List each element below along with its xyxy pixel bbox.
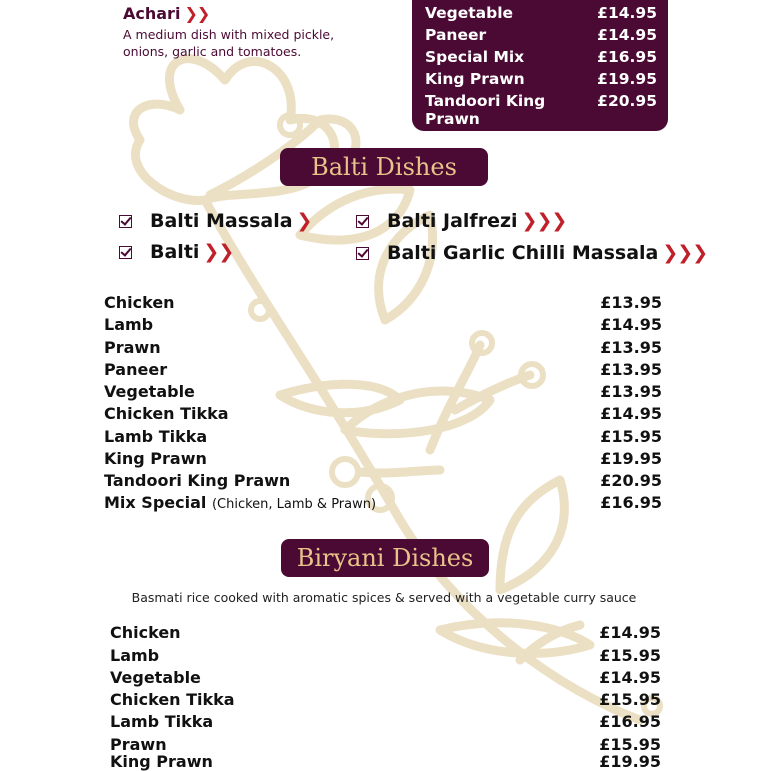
item-name: Lamb <box>104 315 154 334</box>
item-name: Lamb Tikka <box>110 712 214 731</box>
biryani-price-row <box>110 752 661 771</box>
price-box-price: £19.95 <box>597 70 657 88</box>
item-price: £14.95 <box>599 668 661 687</box>
item-name: Tandoori King Prawn <box>104 471 291 490</box>
item-name: Prawn <box>104 338 161 357</box>
item-name: Prawn <box>110 735 167 754</box>
price-box-row <box>425 48 657 66</box>
item-price: £19.95 <box>600 449 662 468</box>
biryani-price-row <box>110 712 661 731</box>
price-box-price: £20.95 <box>597 92 657 110</box>
item-name: Vegetable <box>110 668 201 687</box>
item-price: £13.95 <box>600 338 662 357</box>
item-price: £16.95 <box>599 712 661 731</box>
item-price: £14.95 <box>599 623 661 642</box>
item-name: Paneer <box>104 360 168 379</box>
item-price: £15.95 <box>600 427 662 446</box>
balti-price-row <box>104 449 662 468</box>
achari-name: Achari <box>123 4 181 23</box>
chili-icon: ❯❯❯ <box>521 210 567 232</box>
biryani-price-row <box>110 646 661 665</box>
item-note: (Chicken, Lamb & Prawn) <box>211 497 377 512</box>
achari-item <box>123 4 353 60</box>
item-name: Lamb Tikka <box>104 427 208 446</box>
balti-price-row <box>104 360 662 379</box>
item-name: Mix Special <box>104 493 207 512</box>
item-price: £19.95 <box>599 752 661 771</box>
checkbox-icon <box>356 215 369 228</box>
price-box-price: £14.95 <box>597 4 657 22</box>
item-name: Lamb <box>110 646 160 665</box>
item-name: Chicken Tikka <box>104 404 229 423</box>
balti-price-row <box>104 493 662 512</box>
price-box-name: Paneer <box>425 26 487 44</box>
item-price: £15.95 <box>599 646 661 665</box>
item-price: £13.95 <box>600 293 662 312</box>
price-box-name: Special Mix <box>425 48 525 66</box>
item-name: Vegetable <box>104 382 195 401</box>
balti-variant <box>119 210 311 232</box>
biryani-price-row <box>110 623 661 642</box>
biryani-price-row <box>110 668 661 687</box>
item-name: Chicken <box>104 293 175 312</box>
balti-price-row <box>104 427 662 446</box>
item-name: Chicken Tikka <box>110 690 235 709</box>
item-price: £14.95 <box>600 315 662 334</box>
chili-icon: ❯ <box>296 210 312 232</box>
chili-icon: ❯❯ <box>203 241 234 263</box>
item-price: £16.95 <box>600 493 662 512</box>
checkbox-icon <box>119 246 132 259</box>
price-box <box>412 0 668 131</box>
price-box-row <box>425 26 657 44</box>
achari-description: A medium dish with mixed pickle, onions, garlic and tomatoes. <box>123 27 335 59</box>
price-box-name: Vegetable <box>425 4 514 22</box>
biryani-section-title: Biryani Dishes <box>281 539 489 577</box>
item-price: £15.95 <box>599 690 661 709</box>
balti-price-row <box>104 471 662 490</box>
price-box-row <box>425 70 657 88</box>
price-box-row <box>425 4 657 22</box>
chili-icon: ❯❯❯ <box>662 242 708 264</box>
price-box-price: £14.95 <box>597 26 657 44</box>
variant-name: Balti Garlic Chilli Massala <box>387 242 659 264</box>
item-name: Chicken <box>110 623 181 642</box>
item-price: £13.95 <box>600 360 662 379</box>
balti-price-row <box>104 315 662 334</box>
chili-icon: ❯❯ <box>184 4 210 23</box>
balti-variant <box>356 210 566 232</box>
variant-name: Balti Jalfrezi <box>387 210 518 232</box>
item-price: £14.95 <box>600 404 662 423</box>
balti-price-row <box>104 404 662 423</box>
item-price: £15.95 <box>599 735 661 754</box>
price-box-name: King Prawn <box>425 70 525 88</box>
variant-name: Balti Massala <box>150 210 293 232</box>
item-name: King Prawn <box>104 449 207 468</box>
balti-price-row <box>104 338 662 357</box>
variant-name: Balti <box>150 241 200 263</box>
checkbox-icon <box>356 247 369 260</box>
item-name: King Prawn <box>110 752 213 771</box>
price-box-price: £16.95 <box>597 48 657 66</box>
price-box-row <box>425 92 657 128</box>
item-price: £20.95 <box>600 471 662 490</box>
balti-price-row <box>104 382 662 401</box>
price-box-name: Tandoori King Prawn <box>425 92 546 128</box>
biryani-description: Basmati rice cooked with aromatic spices & served with a vegetable curry sauce <box>131 590 637 605</box>
balti-section-title: Balti Dishes <box>280 148 488 186</box>
item-price: £13.95 <box>600 382 662 401</box>
biryani-price-row <box>110 690 661 709</box>
balti-variant <box>356 242 707 264</box>
balti-variant <box>119 241 233 263</box>
balti-price-row <box>104 293 662 312</box>
checkbox-icon <box>119 215 132 228</box>
